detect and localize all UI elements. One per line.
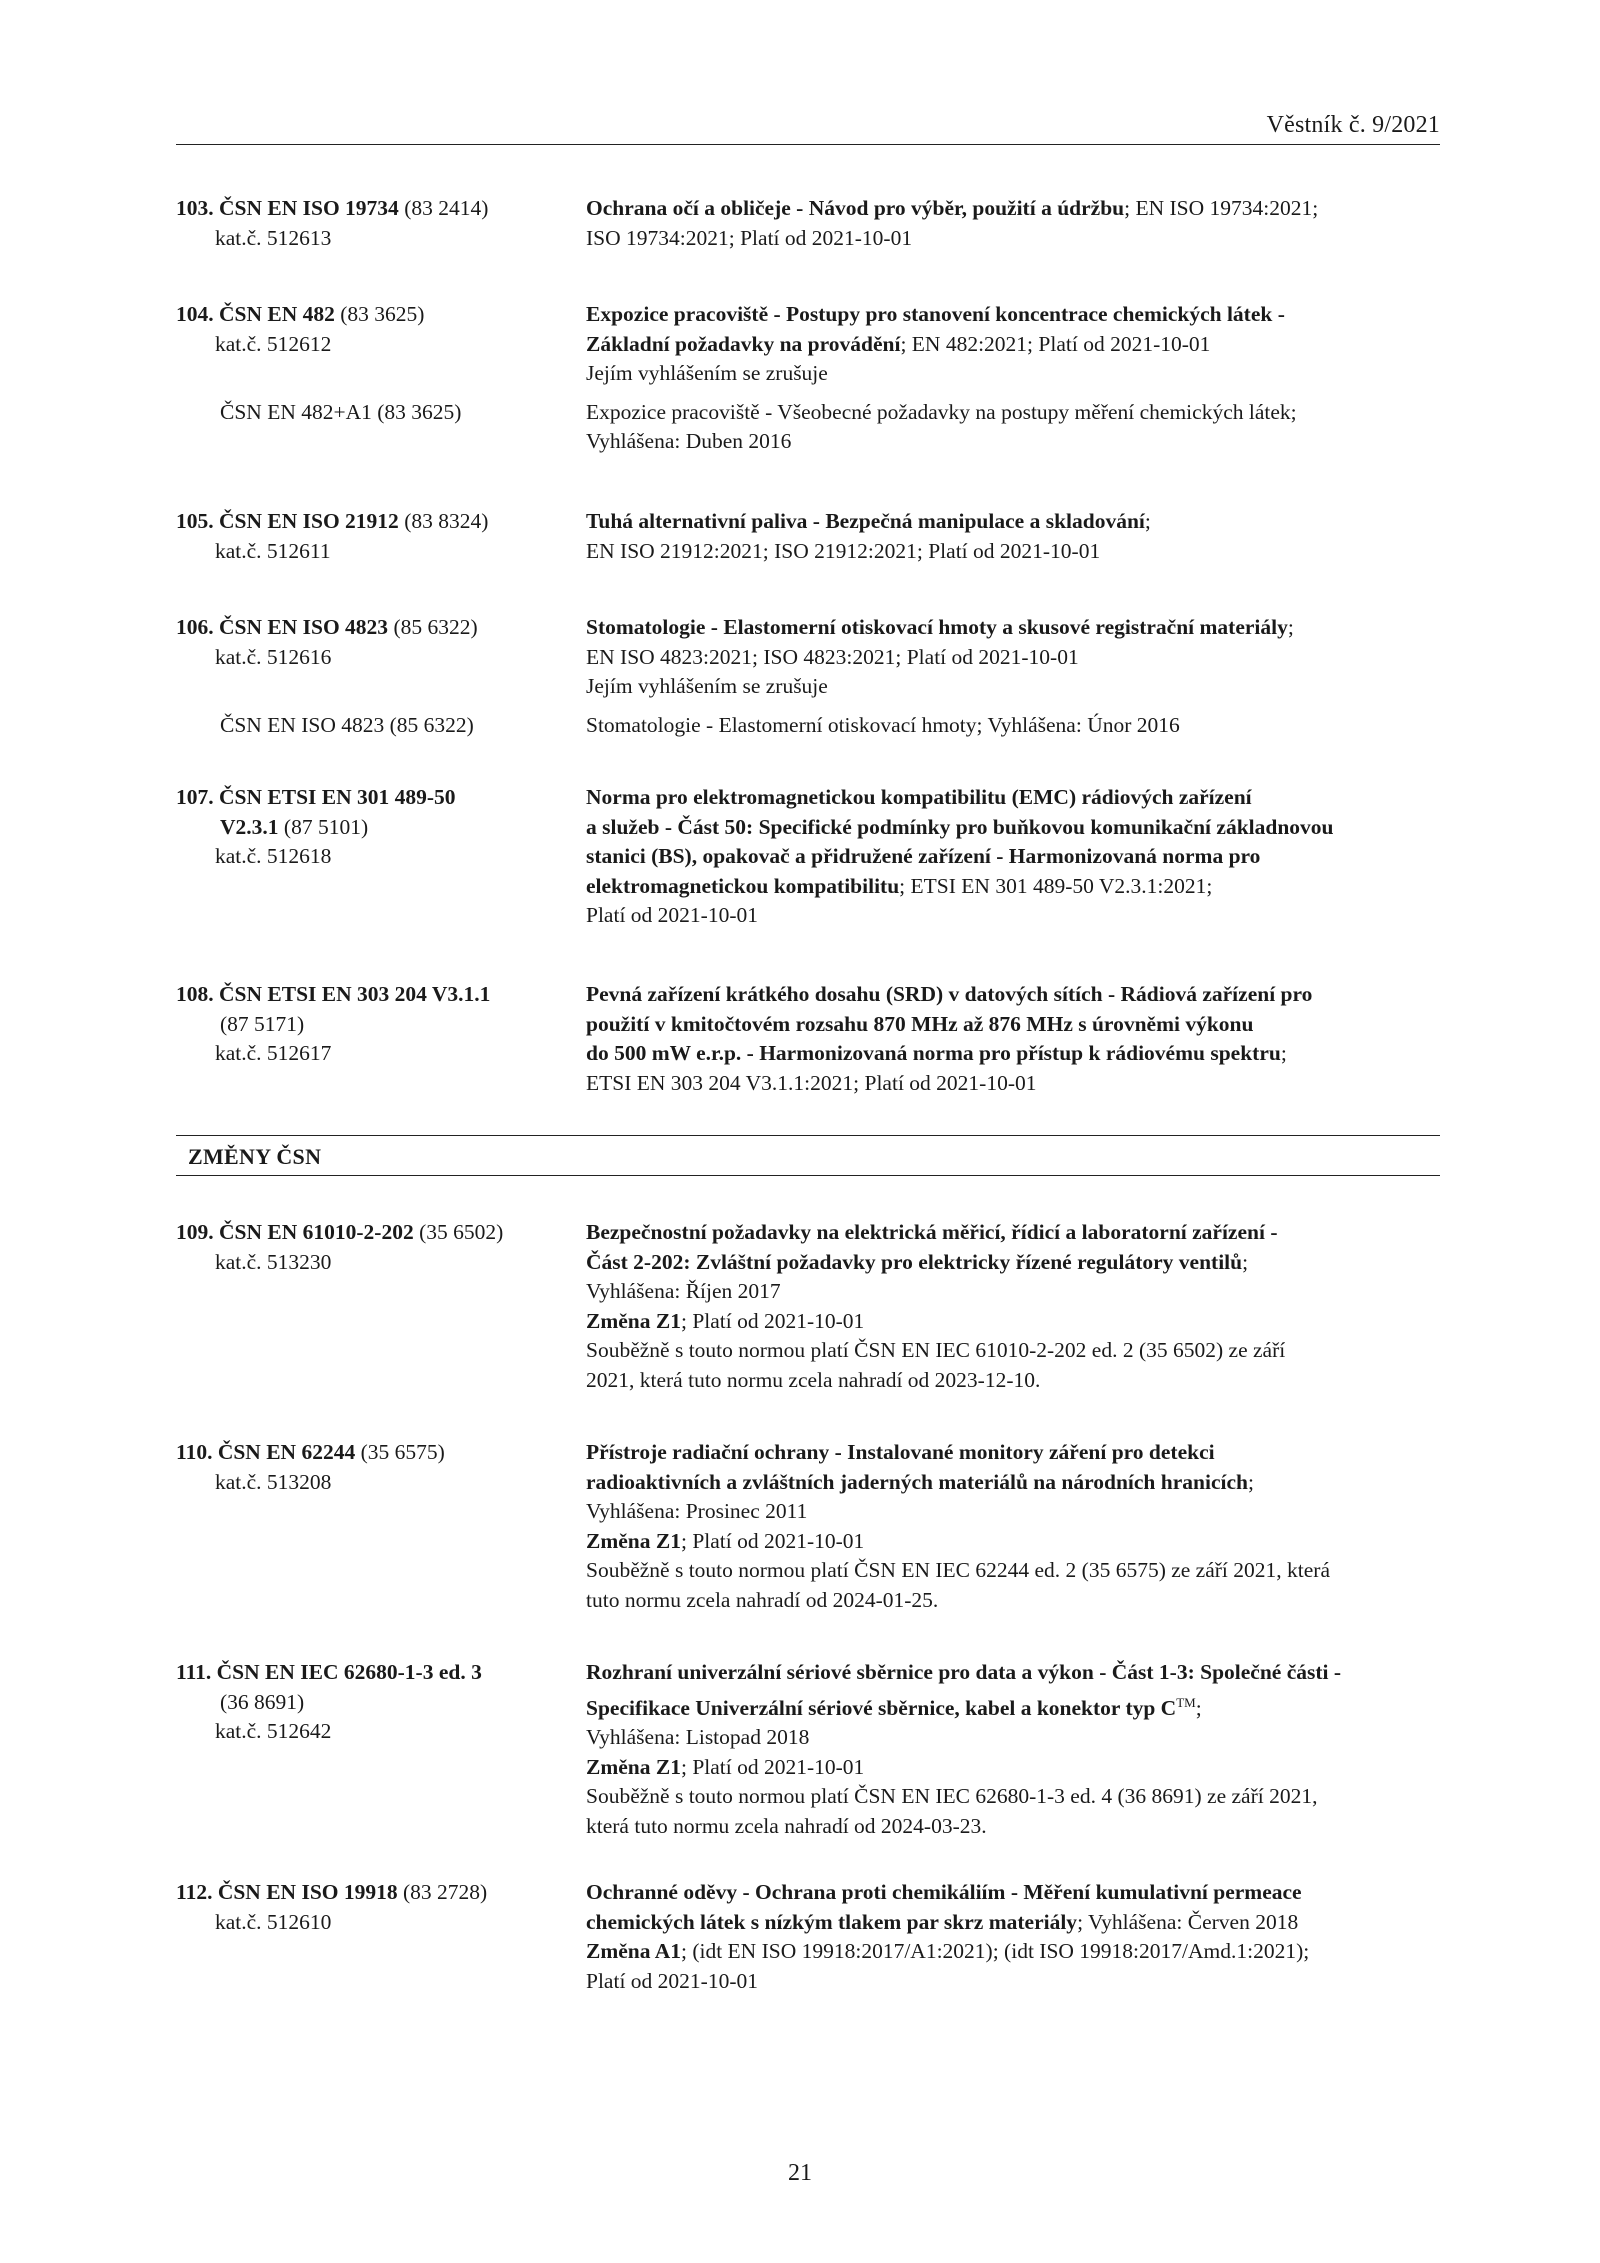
entry-number: 109. <box>176 1220 214 1244</box>
entry-number: 104. <box>176 302 214 326</box>
catalog-number: kat.č. 512642 <box>215 1719 332 1743</box>
standard-designation: ČSN EN ISO 21912 <box>219 509 399 533</box>
announced-date: Vyhlášena: Listopad 2018 <box>586 1725 810 1749</box>
standard-title: Rozhraní univerzální sériové sběrnice pro data a výkon - Část 1-3: Společné části - <box>586 1660 1342 1684</box>
standard-info: Platí od 2021-10-01 <box>586 1968 758 1993</box>
standard-info: ; EN ISO 19734:2021; <box>1124 196 1319 220</box>
standard-title: použití v kmitočtovém rozsahu 870 MHz až 876 MHz s úrovněmi výkonu <box>586 1011 1254 1036</box>
entry-number: 103. <box>176 196 214 220</box>
standard-title: elektromagnetickou kompatibilitu <box>586 873 900 898</box>
classification-code: (83 2414) <box>404 196 489 220</box>
section-divider-top <box>176 1135 1440 1136</box>
standard-title: Základní požadavky na provádění <box>586 331 901 356</box>
replaced-info: Vyhlášena: Duben 2016 <box>586 429 792 453</box>
change-label: Změna Z1 <box>586 1308 681 1333</box>
catalog-number: kat.č. 513208 <box>215 1469 332 1494</box>
standard-info: ISO 19734:2021; Platí od 2021-10-01 <box>586 225 913 250</box>
entry-112 <box>176 1878 1440 1996</box>
classification-code: (83 3625) <box>340 302 425 326</box>
parallel-note: tuto normu zcela nahradí od 2024-01-25. <box>586 1587 939 1612</box>
replaced-title: Stomatologie - Elastomerní otiskovací hmoty; Vyhlášena: Únor 2016 <box>586 712 1180 737</box>
classification-code: (35 6575) <box>360 1440 445 1464</box>
replaced-standard: ČSN EN ISO 4823 (85 6322) <box>220 712 474 737</box>
announced-date: Vyhlášena: Prosinec 2011 <box>586 1499 808 1523</box>
classification-code: (83 8324) <box>404 509 489 533</box>
parallel-note: Souběžně s touto normou platí ČSN EN IEC 62680-1-3 ed. 4 (36 8691) ze září 2021, <box>586 1784 1318 1808</box>
classification-code: (87 5101) <box>283 814 369 839</box>
entry-106 <box>176 613 1440 740</box>
catalog-number: kat.č. 512617 <box>215 1041 332 1065</box>
entry-107 <box>176 783 1440 931</box>
entry-103 <box>176 194 1440 253</box>
standard-title: Norma pro elektromagnetickou kompatibilitu (EMC) rádiových zařízení <box>586 785 1252 809</box>
entry-109 <box>176 1218 1440 1395</box>
change-info: ; (idt EN ISO 19918:2017/A1:2021); (idt ISO 19918:2017/Amd.1:2021); <box>680 1939 1310 1963</box>
standard-title: Ochrana očí a obličeje - Návod pro výběr, použití a údržbu <box>586 196 1125 220</box>
entry-104 <box>176 300 1440 457</box>
classification-code: (85 6322) <box>393 615 478 639</box>
section-divider-bottom <box>176 1175 1440 1176</box>
standard-designation: ČSN EN 482 <box>219 302 335 326</box>
entry-number: 108. <box>176 982 214 1006</box>
entry-105 <box>176 507 1440 566</box>
standard-info: ; ETSI EN 301 489-50 V2.3.1:2021; <box>899 873 1213 898</box>
standard-title: Pevná zařízení krátkého dosahu (SRD) v datových sítích - Rádiová zařízení pro <box>586 982 1313 1006</box>
parallel-note: která tuto normu zcela nahradí od 2024-03-23. <box>586 1813 987 1838</box>
standard-title: do 500 mW e.r.p. - Harmonizovaná norma pro přístup k rádiovému spektru <box>586 1041 1281 1065</box>
standard-title: a služeb - Část 50: Specifické podmínky pro buňkovou komunikační základnovou <box>586 814 1334 839</box>
standard-version: V2.3.1 <box>220 814 279 839</box>
replacement-note: Jejím vyhlášením se zrušuje <box>586 361 828 385</box>
standard-info: ; <box>1287 615 1294 639</box>
entry-number: 111. <box>176 1660 212 1684</box>
entry-108 <box>176 980 1440 1098</box>
announced-date: Vyhlášena: Říjen 2017 <box>586 1279 781 1303</box>
change-label: Změna A1 <box>586 1939 681 1963</box>
entry-111 <box>176 1658 1440 1841</box>
change-info: ; Platí od 2021-10-01 <box>680 1754 865 1779</box>
standard-info: ; <box>1242 1249 1249 1274</box>
standard-info: ; <box>1195 1695 1202 1720</box>
parallel-note: 2021, která tuto normu zcela nahradí od 2023-12-10. <box>586 1367 1041 1392</box>
standard-title: radioaktivních a zvláštních jaderných materiálů na národních hranicích <box>586 1469 1248 1494</box>
catalog-number: kat.č. 513230 <box>215 1249 332 1274</box>
standard-designation: ČSN EN ISO 19918 <box>217 1880 398 1904</box>
parallel-note: Souběžně s touto normou platí ČSN EN IEC 61010-2-202 ed. 2 (35 6502) ze září <box>586 1338 1286 1362</box>
header-divider <box>176 144 1440 145</box>
standard-designation: ČSN ETSI EN 301 489-50 <box>219 785 456 809</box>
entry-number: 110. <box>176 1440 213 1464</box>
section-title-changes: ZMĚNY ČSN <box>188 1144 322 1169</box>
standard-designation: ČSN ETSI EN 303 204 V3.1.1 <box>219 982 491 1006</box>
classification-code: (36 8691) <box>220 1689 305 1714</box>
standard-title: Bezpečnostní požadavky na elektrická měřicí, řídicí a laboratorní zařízení - <box>586 1220 1278 1244</box>
entry-number: 107. <box>176 785 214 809</box>
standard-title: Stomatologie - Elastomerní otiskovací hmoty a skusové registrační materiály <box>586 615 1288 639</box>
standard-title: Část 2-202: Zvláštní požadavky pro elektricky řízené regulátory ventilů <box>586 1249 1243 1274</box>
standard-info: Platí od 2021-10-01 <box>586 903 758 927</box>
standard-title: Ochranné oděvy - Ochrana proti chemikáliím - Měření kumulativní permeace <box>586 1880 1302 1904</box>
standard-designation: ČSN EN 62244 <box>217 1440 356 1464</box>
catalog-number: kat.č. 512611 <box>215 538 331 563</box>
replaced-standard: ČSN EN 482+A1 (83 3625) <box>220 399 462 424</box>
standard-info: ; <box>1280 1041 1287 1065</box>
change-label: Změna Z1 <box>586 1754 681 1779</box>
classification-code: (35 6502) <box>419 1220 504 1244</box>
replacement-note: Jejím vyhlášením se zrušuje <box>586 674 828 698</box>
entry-110 <box>176 1438 1440 1615</box>
page-number: 21 <box>788 2160 812 2186</box>
catalog-number: kat.č. 512612 <box>215 331 332 356</box>
change-info: ; Platí od 2021-10-01 <box>680 1528 865 1553</box>
standard-designation: ČSN EN ISO 4823 <box>219 615 389 639</box>
catalog-number: kat.č. 512610 <box>215 1909 332 1934</box>
standard-designation: ČSN EN IEC 62680-1-3 ed. 3 <box>216 1660 482 1684</box>
catalog-number: kat.č. 512618 <box>215 844 332 868</box>
standard-info: ; <box>1247 1469 1254 1494</box>
standard-title: Tuhá alternativní paliva - Bezpečná manipulace a skladování <box>586 509 1145 533</box>
standard-title: Přístroje radiační ochrany - Instalované monitory záření pro detekci <box>586 1440 1215 1464</box>
entry-number: 112. <box>176 1880 213 1904</box>
standard-title: Specifikace Univerzální sériové sběrnice, kabel a konektor typ C <box>586 1695 1177 1720</box>
standard-info: ETSI EN 303 204 V3.1.1:2021; Platí od 2021-10-01 <box>586 1070 1037 1095</box>
standard-designation: ČSN EN 61010-2-202 <box>219 1220 414 1244</box>
classification-code: (83 2728) <box>403 1880 488 1904</box>
standard-title: Expozice pracoviště - Postupy pro stanovení koncentrace chemických látek - <box>586 302 1285 326</box>
standard-info: ; Vyhlášena: Červen 2018 <box>1077 1909 1299 1934</box>
standard-info: ; <box>1144 509 1151 533</box>
standard-title: chemických látek s nízkým tlakem par skrz materiály <box>586 1909 1078 1934</box>
standard-title: stanici (BS), opakovač a přidružené zařízení - Harmonizovaná norma pro <box>586 844 1261 868</box>
classification-code: (87 5171) <box>220 1011 305 1036</box>
standard-info: EN ISO 21912:2021; ISO 21912:2021; Platí od 2021-10-01 <box>586 538 1101 563</box>
standard-info: ; EN 482:2021; Platí od 2021-10-01 <box>900 331 1211 356</box>
standard-designation: ČSN EN ISO 19734 <box>219 196 399 220</box>
catalog-number: kat.č. 512616 <box>215 644 332 669</box>
entry-number: 105. <box>176 509 214 533</box>
replaced-title: Expozice pracoviště - Všeobecné požadavky na postupy měření chemických látek; <box>586 399 1297 424</box>
catalog-number: kat.č. 512613 <box>215 225 332 250</box>
header-title: Věstník č. 9/2021 <box>1266 112 1440 138</box>
change-label: Změna Z1 <box>586 1528 681 1553</box>
parallel-note: Souběžně s touto normou platí ČSN EN IEC 62244 ed. 2 (35 6575) ze září 2021, která <box>586 1558 1330 1582</box>
trademark-symbol: TM <box>1176 1694 1196 1710</box>
standard-info: EN ISO 4823:2021; ISO 4823:2021; Platí od 2021-10-01 <box>586 644 1079 669</box>
change-info: ; Platí od 2021-10-01 <box>680 1308 865 1333</box>
entry-number: 106. <box>176 615 214 639</box>
